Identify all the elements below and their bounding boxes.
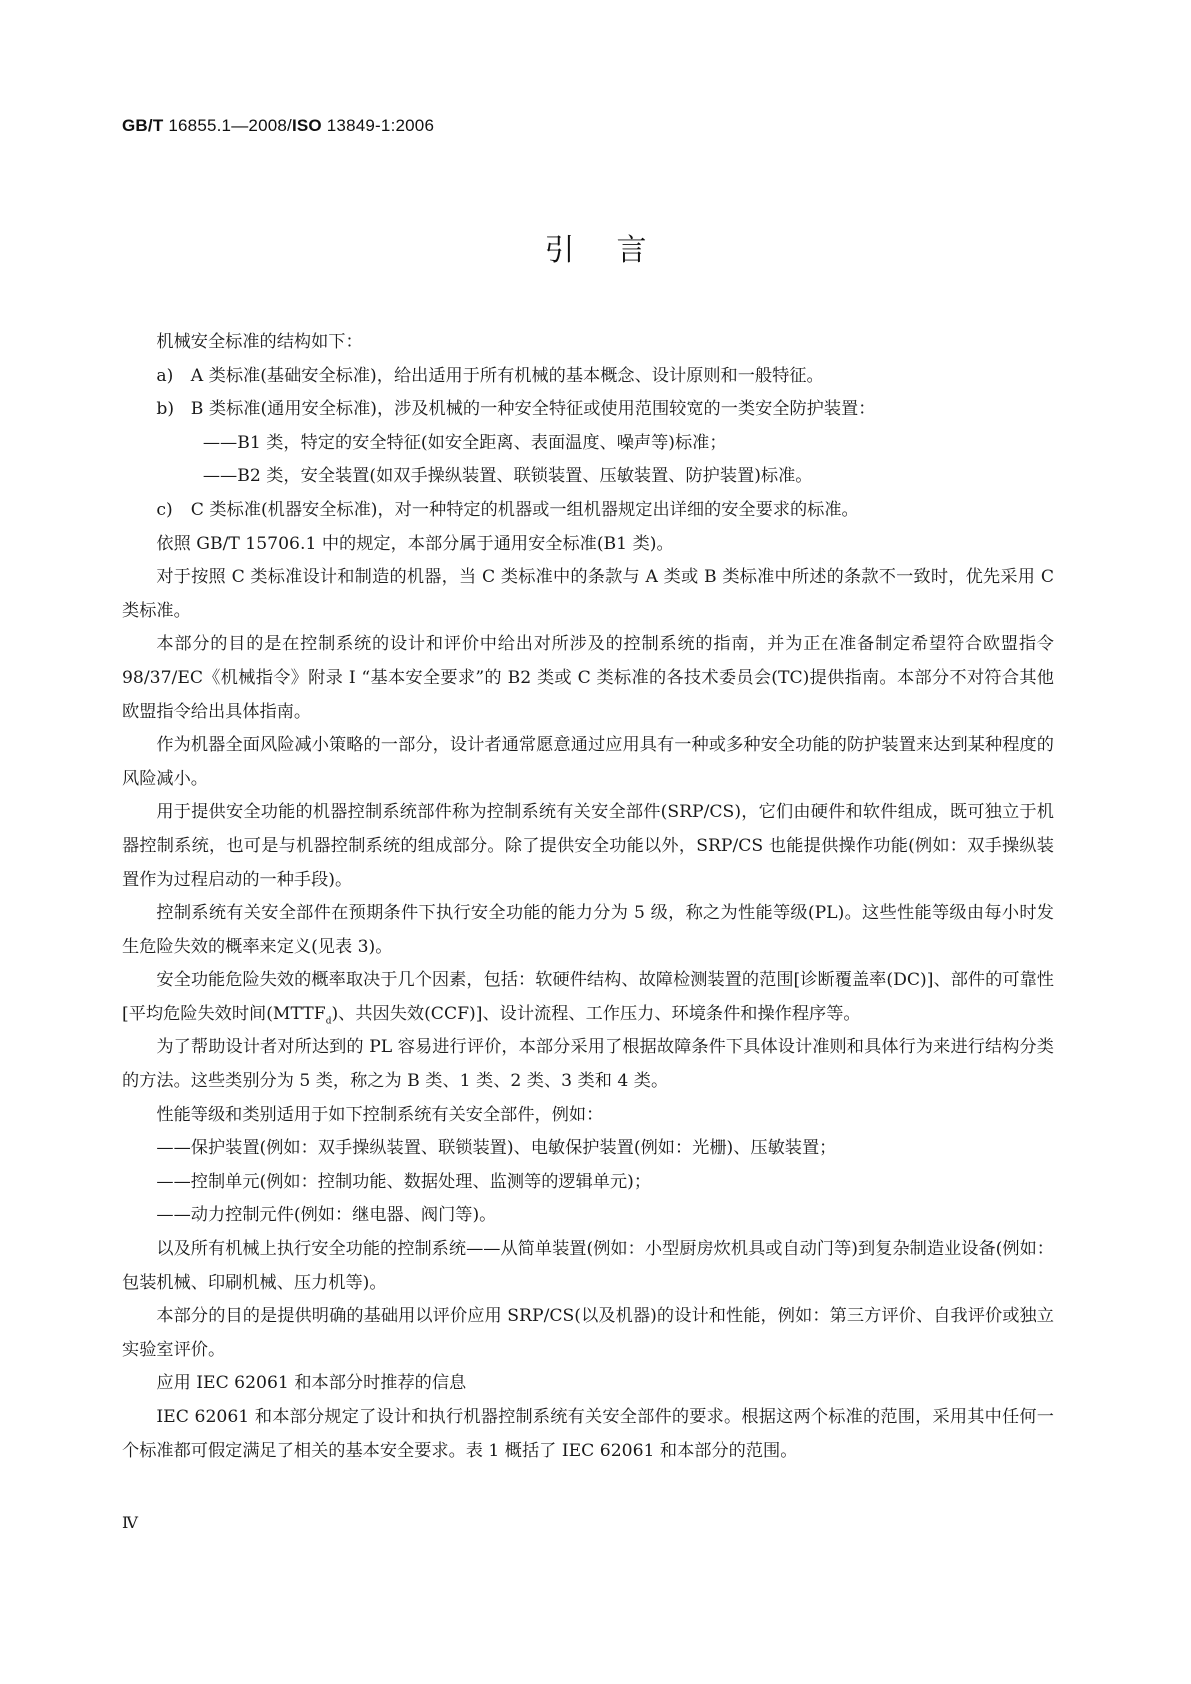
page-title: 引言: [544, 233, 689, 268]
page-number: Ⅳ: [122, 1513, 138, 1532]
header-code1: 16855.1—2008/: [168, 116, 292, 135]
paragraph: 以及所有机械上执行安全功能的控制系统——从简单装置(例如：小型厨房炊机具或自动门等)到复杂制造业设备(例如：包装机械、印刷机械、压力机等)。: [122, 1239, 1054, 1293]
header-gbt: GB/T: [122, 116, 164, 135]
dash-item: ——动力控制元件(例如：继电器、阀门等)。: [156, 1205, 497, 1226]
header-code2: 13849-1:2006: [326, 116, 435, 135]
list-marker: b): [156, 399, 175, 420]
paragraph: 性能等级和类别适用于如下控制系统有关安全部件，例如：: [156, 1104, 604, 1125]
paragraph: 为了帮助设计者对所达到的 PL 容易进行评价，本部分采用了根据故障条件下具体设计准则和具体行为来进行结构分类的方法。这些类别分为 5 类，称之为 B 类、1 类、2 类、3 类和 4 类。: [122, 1037, 1054, 1092]
sub-item-b2: ——B2 类，安全装置(如双手操纵装置、联锁装置、压敏装置、防护装置)标准。: [202, 466, 813, 487]
paragraph: 控制系统有关安全部件在预期条件下执行安全功能的能力分为 5 级，称之为性能等级(PL)。这些性能等级由每小时发生危险失效的概率来定义(见表 3)。: [122, 903, 1054, 957]
paragraph: [122, 964, 1054, 1031]
paragraph: 作为机器全面风险减小策略的一部分，设计者通常愿意通过应用具有一种或多种安全功能的防护装置来达到某种程度的风险减小。: [122, 735, 1054, 789]
paragraph: 机械安全标准的结构如下：: [156, 332, 363, 352]
list-item-b: [122, 393, 1054, 427]
paragraph: 本部分的目的是提供明确的基础用以评价应用 SRP/CS(以及机器)的设计和性能，例如：第三方评价、自我评价或独立实验室评价。: [122, 1306, 1054, 1360]
paragraph: IEC 62061 和本部分规定了设计和执行机器控制系统有关安全部件的要求。根据这两个标准的范围，采用其中任何一个标准都可假定满足了相关的基本安全要求。表 1 概括了 IEC 62061 和本部分的范围。: [122, 1407, 1054, 1461]
list-item-c: [122, 494, 1054, 528]
list-text: C 类标准(机器安全标准)，对一种特定的机器或一组机器规定出详细的安全要求的标准。: [190, 499, 859, 520]
paragraph-part: 安全功能危险失效的概率取决于几个因素，包括：软硬件结构、故障检测装置的范围[诊断覆盖率(DC)]、部件的可靠性[平均危险失效时间(MTTF: [122, 970, 1054, 1024]
subscript: d: [325, 1016, 332, 1027]
list-marker: c): [156, 499, 173, 520]
document-header: [122, 116, 434, 136]
paragraph: 依照 GB/T 15706.1 中的规定，本部分属于通用安全标准(B1 类)。: [156, 533, 674, 554]
dash-item: ——控制单元(例如：控制功能、数据处理、监测等的逻辑单元)；: [156, 1171, 652, 1192]
list-text: A 类标准(基础安全标准)，给出适用于所有机械的基本概念、设计原则和一般特征。: [190, 365, 824, 386]
paragraph: 应用 IEC 62061 和本部分时推荐的信息: [156, 1373, 467, 1394]
paragraph: 对于按照 C 类标准设计和制造的机器，当 C 类标准中的条款与 A 类或 B 类标准中所述的条款不一致时，优先采用 C 类标准。: [122, 567, 1054, 621]
paragraph-part: )、共因失效(CCF)]、设计流程、工作压力、环境条件和操作程序等。: [331, 1003, 861, 1024]
header-iso: ISO: [291, 116, 322, 135]
sub-item-b1: ——B1 类，特定的安全特征(如安全距离、表面温度、噪声等)标准；: [202, 432, 727, 453]
paragraph: 用于提供安全功能的机器控制系统部件称为控制系统有关安全部件(SRP/CS)，它们由硬件和软件组成，既可独立于机器控制系统，也可是与机器控制系统的组成部分。除了提供安全功能以外，SRP/CS 也能提供操作功能(例如：双手操纵装置作为过程启动的一种手段)。: [122, 802, 1054, 890]
document-body: [122, 326, 1054, 1468]
list-item-a: [122, 360, 1054, 394]
dash-item: ——保护装置(例如：双手操纵装置、联锁装置)、电敏保护装置(例如：光栅)、压敏装置；: [156, 1138, 837, 1159]
list-text: B 类标准(通用安全标准)，涉及机械的一种安全特征或使用范围较宽的一类安全防护装置：: [190, 399, 876, 420]
paragraph: 本部分的目的是在控制系统的设计和评价中给出对所涉及的控制系统的指南，并为正在准备制定希望符合欧盟指令 98/37/EC《机械指令》附录 I “基本安全要求”的 B2 类或 C 类标准的各技术委员会(TC)提供指南。本部分不对符合其他欧盟指令给出具体指南。: [122, 634, 1054, 722]
list-marker: a): [156, 365, 174, 386]
